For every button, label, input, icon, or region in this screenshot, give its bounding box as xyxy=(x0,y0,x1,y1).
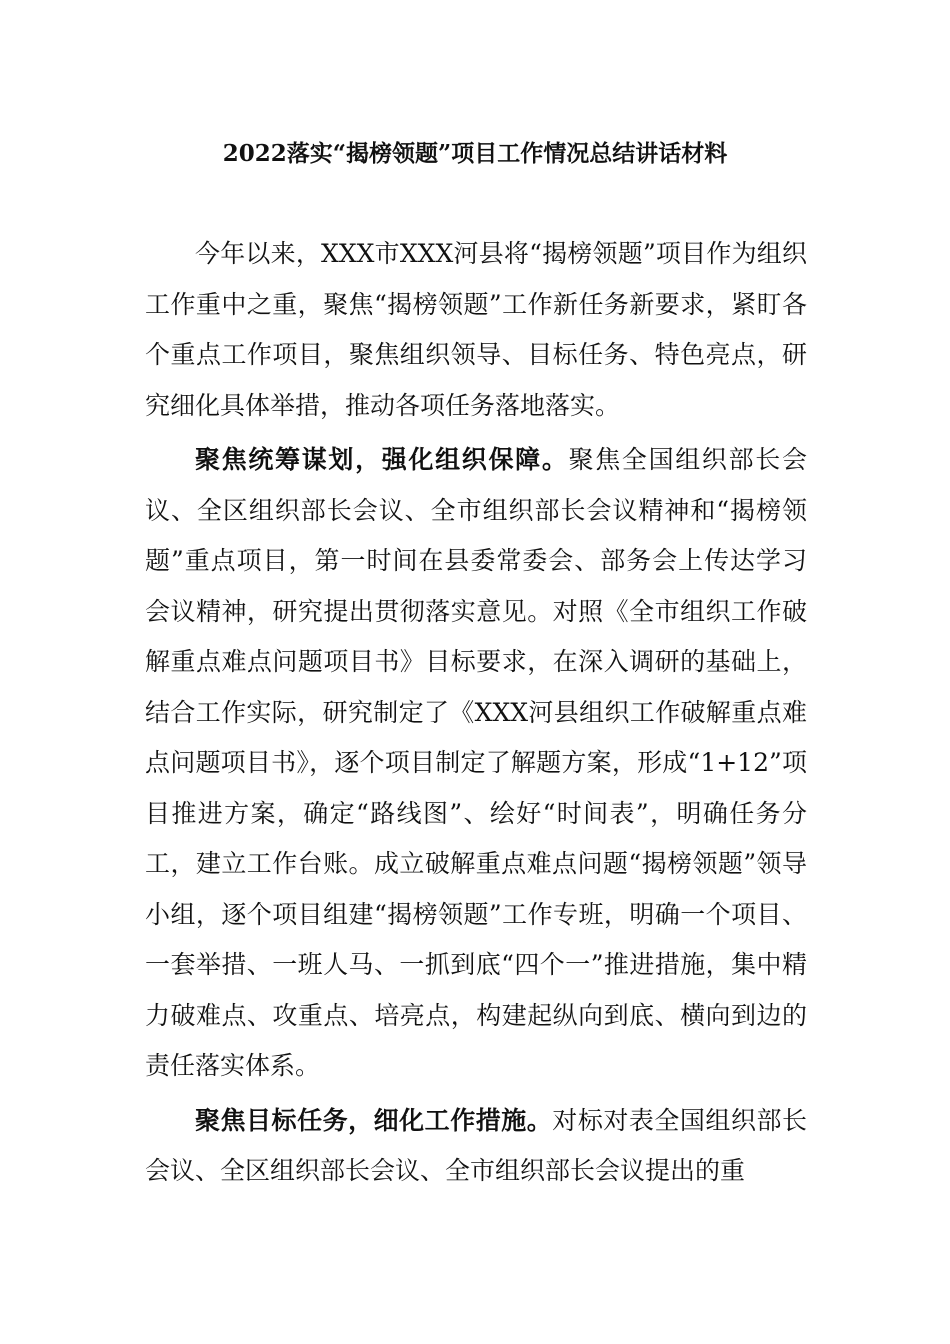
paragraph-text: 对标对表全国组织部长会议、全区组织部长会议、全市组织部长会议提出的重 xyxy=(145,1105,807,1185)
document-title: 2022落实“揭榜领题”项目工作情况总结讲话材料 xyxy=(222,140,728,167)
paragraph-targets xyxy=(145,1096,807,1197)
paragraph-organization xyxy=(145,435,807,1092)
document-body xyxy=(145,229,807,1197)
paragraph-text: 聚焦全国组织部长会议、全区组织部长会议、全市组织部长会议精神和“揭榜领题”重点项目，第一时间在县委常委会、部务会上传达学习会议精神，研究提出贯彻落实意见。对照《全市组织工作破解重点难点问题项目书》目标要求，在深入调研的基础上，结合工作实际，研究制定了《XXX河县组织工作破解重点难点问题项目书》，逐个项目制定了解题方案，形成“1+12”项目推进方案，确定“路线图”、绘好“时间表”，明确任务分工，建立工作台账。成立破解重点难点问题“揭榜领题”领导小组，逐个项目组建“揭榜领题”工作专班，明确一个项目、一套举措、一班人马、一抓到底“四个一”推进措施，集中精力破难点、攻重点、培亮点，构建起纵向到底、横向到边的责任落实体系。 xyxy=(145,445,807,1080)
paragraph-lead: 聚焦目标任务，细化工作措施。 xyxy=(195,1105,553,1135)
paragraph-intro xyxy=(145,229,807,431)
paragraph-text: 今年以来，XXX市XXX河县将“揭榜领题”项目作为组织工作重中之重，聚焦“揭榜领题”工作新任务新要求，紧盯各个重点工作项目，聚焦组织领导、目标任务、特色亮点，研究细化具体举措，推动各项任务落地落实。 xyxy=(145,239,807,420)
paragraph-lead: 聚焦统筹谋划，强化组织保障。 xyxy=(195,445,569,474)
